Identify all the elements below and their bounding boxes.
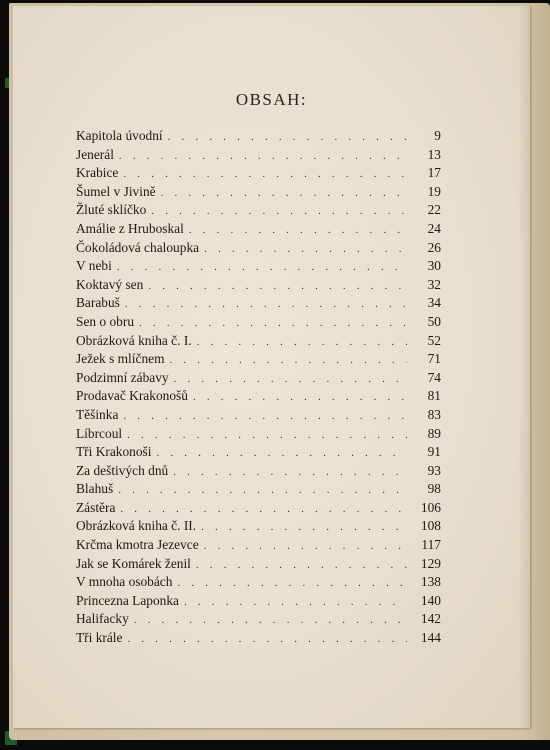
toc-entry-title: Jenerál bbox=[76, 146, 114, 162]
toc-entry-page: 26 bbox=[427, 239, 441, 255]
toc-entry-title: Těšinka bbox=[76, 406, 119, 422]
toc-entry-title: V mnoha osobách bbox=[76, 574, 173, 590]
toc-entry-title: Kapitola úvodní bbox=[76, 128, 163, 143]
dot-leader bbox=[157, 444, 408, 463]
toc-entry-page: 24 bbox=[427, 220, 441, 236]
dot-leader bbox=[168, 128, 407, 147]
toc-entry bbox=[76, 425, 441, 444]
toc-entry-title: Šumel v Jivině bbox=[76, 183, 156, 199]
page-edge-shadow bbox=[518, 6, 530, 728]
toc-entry-page: 129 bbox=[420, 555, 441, 571]
toc-entry-page: 89 bbox=[427, 425, 441, 441]
toc-entry bbox=[76, 499, 441, 518]
toc-entry-page: 142 bbox=[420, 611, 441, 627]
dot-leader bbox=[201, 518, 407, 537]
dot-leader bbox=[204, 240, 407, 259]
toc-entry bbox=[76, 276, 441, 295]
dot-leader bbox=[177, 574, 407, 593]
toc-entry-page: 22 bbox=[427, 202, 441, 218]
dot-leader bbox=[127, 426, 407, 445]
toc-entry bbox=[76, 573, 441, 592]
toc-entry bbox=[76, 239, 441, 258]
toc-entry bbox=[76, 555, 441, 574]
toc-entry bbox=[76, 201, 441, 220]
toc-entry bbox=[76, 257, 441, 276]
toc-entry bbox=[76, 313, 441, 332]
dot-leader bbox=[184, 593, 407, 612]
toc-entry-page: 93 bbox=[427, 462, 441, 478]
dot-leader bbox=[125, 295, 407, 314]
toc-entry-title: Barabuš bbox=[76, 295, 120, 311]
toc-entry bbox=[76, 480, 441, 499]
toc-entry bbox=[76, 220, 441, 239]
dot-leader bbox=[127, 630, 407, 649]
toc-entry-title: Koktavý sen bbox=[76, 276, 144, 292]
toc-entry-page: 50 bbox=[427, 313, 441, 329]
toc-entry-title: Tři krále bbox=[76, 630, 123, 646]
toc-entry-page: 13 bbox=[427, 146, 441, 162]
dot-leader bbox=[197, 333, 407, 352]
toc-entry-title: Prodavač Krakonošů bbox=[76, 388, 188, 404]
toc-entry bbox=[76, 610, 441, 629]
dot-leader bbox=[119, 147, 407, 166]
dot-leader bbox=[204, 537, 407, 556]
toc-entry-page: 81 bbox=[427, 388, 441, 404]
toc-entry-title: Obrázková kniha č. II. bbox=[76, 518, 197, 534]
toc-entry-page: 52 bbox=[427, 332, 441, 348]
toc-entry bbox=[76, 592, 441, 611]
dot-leader bbox=[173, 463, 407, 482]
toc-entry-title: Zástěra bbox=[76, 499, 116, 515]
toc-entry-page: 30 bbox=[427, 258, 441, 274]
dot-leader bbox=[170, 351, 408, 370]
toc-entry-title: Blahuš bbox=[76, 481, 114, 497]
toc-entry-title: Krčma kmotra Jezevce bbox=[76, 537, 199, 553]
toc-entry-page: 71 bbox=[427, 351, 441, 367]
toc-entry-title: Žluté sklíčko bbox=[76, 202, 147, 218]
toc-entry bbox=[76, 350, 441, 369]
dot-leader bbox=[193, 388, 407, 407]
dot-leader bbox=[189, 221, 407, 240]
toc-entry-title: V nebi bbox=[76, 258, 112, 274]
toc-entry bbox=[76, 387, 441, 406]
toc-entry bbox=[76, 462, 441, 481]
toc-entry-page: 144 bbox=[420, 630, 441, 646]
table-of-contents bbox=[76, 127, 441, 648]
toc-entry-title: Princezna Laponka bbox=[76, 592, 179, 608]
dot-leader bbox=[196, 556, 407, 575]
toc-entry bbox=[76, 629, 441, 648]
dot-leader bbox=[123, 407, 407, 426]
toc-entry-page: 83 bbox=[427, 406, 441, 422]
toc-entry bbox=[76, 146, 441, 165]
dot-leader bbox=[123, 165, 407, 184]
dot-leader bbox=[174, 370, 407, 389]
toc-entry-page: 74 bbox=[427, 369, 441, 385]
toc-entry-title: Tři Krakonoši bbox=[76, 444, 152, 460]
toc-entry bbox=[76, 517, 441, 536]
toc-entry-page: 32 bbox=[427, 276, 441, 292]
toc-entry bbox=[76, 536, 441, 555]
toc-entry-page: 108 bbox=[420, 518, 441, 534]
toc-entry-title: Za deštivých dnů bbox=[76, 462, 169, 478]
toc-entry-page: 140 bbox=[420, 592, 441, 608]
toc-entry-title: Jak se Komárek ženil bbox=[76, 555, 191, 571]
toc-entry-page: 17 bbox=[427, 165, 441, 181]
toc-entry bbox=[76, 183, 441, 202]
toc-entry-title: Podzimní zábavy bbox=[76, 369, 169, 385]
dot-leader bbox=[161, 184, 407, 203]
toc-entry-page: 138 bbox=[420, 574, 441, 590]
toc-entry-title: Halifacky bbox=[76, 611, 129, 627]
toc-entry bbox=[76, 369, 441, 388]
toc-entry bbox=[76, 164, 441, 183]
dot-leader bbox=[120, 500, 407, 519]
toc-entry-page: 19 bbox=[427, 183, 441, 199]
toc-entry-page: 91 bbox=[427, 444, 441, 460]
toc-entry-title: Líbrcoul bbox=[76, 425, 123, 441]
toc-entry-title: Krabice bbox=[76, 165, 119, 181]
toc-entry-title: Obrázková kniha č. I. bbox=[76, 332, 192, 348]
toc-entry-page: 34 bbox=[427, 295, 441, 311]
toc-entry-title: Sen o obru bbox=[76, 313, 135, 329]
toc-entry-title: Čokoládová chaloupka bbox=[76, 239, 200, 255]
toc-entry-page: 106 bbox=[420, 499, 441, 515]
dot-leader bbox=[148, 277, 407, 296]
toc-entry bbox=[76, 443, 441, 462]
toc-entry-page: 117 bbox=[421, 537, 441, 553]
dot-leader bbox=[117, 258, 407, 277]
page-heading: OBSAH: bbox=[235, 90, 308, 109]
toc-entry-page: 9 bbox=[434, 128, 441, 143]
dot-leader bbox=[134, 611, 407, 630]
dot-leader bbox=[139, 314, 407, 333]
dot-leader bbox=[118, 481, 407, 500]
book-page bbox=[13, 6, 530, 728]
toc-entry-title: Ježek s mlíčnem bbox=[76, 351, 165, 367]
toc-entry bbox=[76, 294, 441, 313]
toc-entry bbox=[76, 127, 441, 146]
dot-leader bbox=[151, 202, 407, 221]
toc-entry bbox=[76, 406, 441, 425]
toc-entry-page: 98 bbox=[427, 481, 441, 497]
toc-entry-title: Amálie z Hruboskal bbox=[76, 220, 184, 236]
toc-entry bbox=[76, 332, 441, 351]
